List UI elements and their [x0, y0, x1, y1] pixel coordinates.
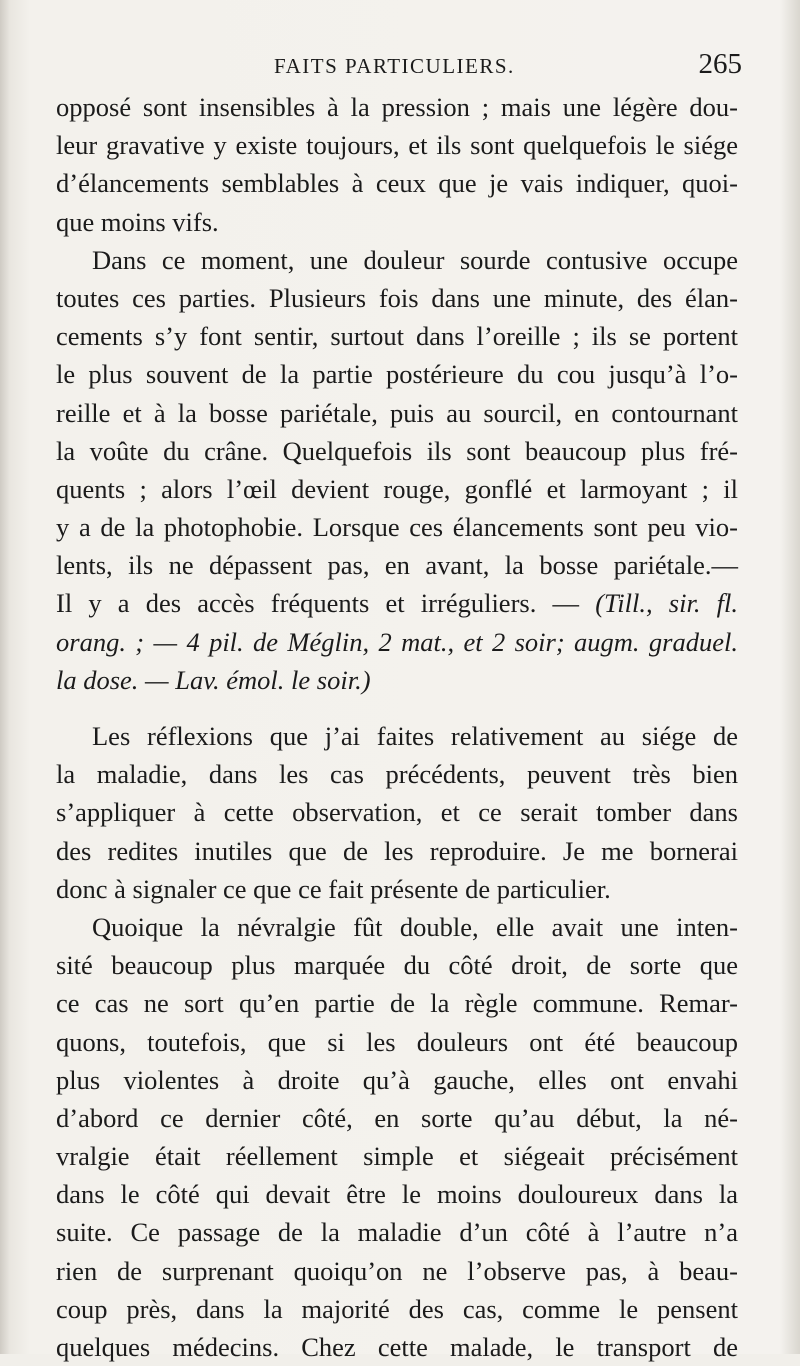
text-line: Quoique la névralgie fût double, elle avait une inten- [92, 911, 738, 942]
text-line: Il y a des accès fréquents et irréguliers. — (Till., sir. fl. [56, 588, 738, 619]
text-line: la dose. — Lav. émol. le soir.) [56, 664, 371, 695]
text-line: des redites inutiles que de les reproduire. Je me bornerai [56, 835, 738, 866]
text-line: quents ; alors l’œil devient rouge, gonflé et larmoyant ; il [56, 473, 738, 504]
text-line: d’élancements semblables à ceux que je vais indiquer, quoi- [56, 168, 738, 199]
text-line: y a de la photophobie. Lorsque ces élancements sont peu vio- [56, 512, 738, 543]
text-line: dans le côté qui devait être le moins douloureux dans la [56, 1179, 738, 1210]
text-line: sité beaucoup plus marquée du côté droit, de sorte que [56, 950, 738, 981]
text-line: orang. ; — 4 pil. de Méglin, 2 mat., et 2 soir; augm. graduel. [56, 626, 738, 657]
text-line: Dans ce moment, une douleur sourde contusive occupe [92, 244, 738, 275]
text-line: rien de surprenant quoiqu’on ne l’observe pas, à beau- [56, 1255, 738, 1286]
text-line: suite. Ce passage de la maladie d’un côté à l’autre n’a [56, 1217, 738, 1248]
text-line: donc à signaler ce que ce fait présente de particulier. [56, 873, 611, 904]
text-line: la voûte du crâne. Quelquefois ils sont beaucoup plus fré- [56, 435, 738, 466]
text-line: ce cas ne sort qu’en partie de la règle commune. Remar- [56, 988, 738, 1019]
text-line: leur gravative y existe toujours, et ils sont quelquefois le siége [56, 130, 738, 161]
text-line: lents, ils ne dépassent pas, en avant, la bosse pariétale.— [56, 550, 738, 581]
page-number: 265 [698, 48, 742, 80]
paragraph-gap [56, 699, 738, 717]
text-line: le plus souvent de la partie postérieure du cou jusqu’à l’o- [56, 359, 738, 390]
text-line: que moins vifs. [56, 206, 219, 237]
text-line: la maladie, dans les cas précédents, peuvent très bien [56, 759, 738, 790]
text-line: toutes ces parties. Plusieurs fois dans une minute, des élan- [56, 282, 738, 313]
text-line: d’abord ce dernier côté, en sorte qu’au début, la né- [56, 1102, 738, 1133]
text-line: quelques médecins. Chez cette malade, le transport de [56, 1332, 738, 1362]
body-text [56, 88, 738, 1366]
text-line: coup près, dans la majorité des cas, comme le pensent [56, 1293, 738, 1324]
text-line: opposé sont insensibles à la pression ; mais une légère dou- [56, 92, 738, 122]
text-line: s’appliquer à cette observation, et ce serait tomber dans [56, 797, 738, 828]
text-line: quons, toutefois, que si les douleurs ont été beaucoup [56, 1026, 738, 1057]
text-line: plus violentes à droite qu’à gauche, elles ont envahi [56, 1064, 738, 1095]
text-line: reille et à la bosse pariétale, puis au sourcil, en contournant [56, 397, 738, 428]
text-line: vralgie était réellement simple et siégeait précisément [56, 1141, 738, 1172]
running-title: FAITS PARTICULIERS. [274, 54, 515, 78]
text-line: cements s’y font sentir, surtout dans l’oreille ; ils se portent [56, 321, 738, 352]
page-header [56, 48, 742, 84]
text-line: Les réflexions que j’ai faites relativement au siége de [92, 721, 738, 751]
